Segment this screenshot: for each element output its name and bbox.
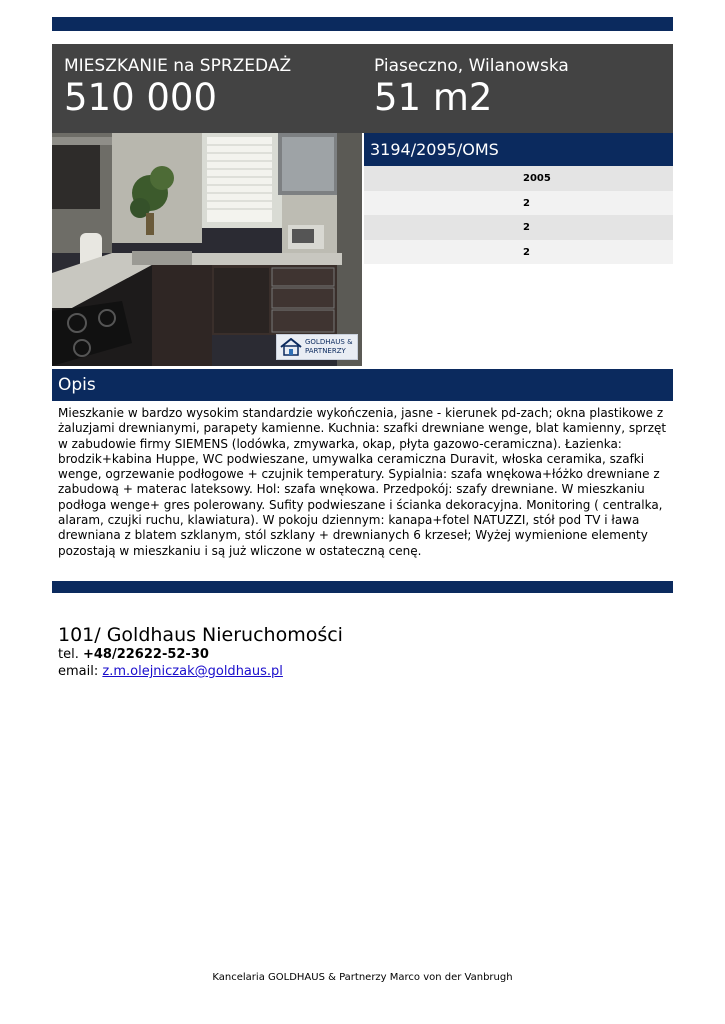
- table-row: [364, 166, 673, 191]
- email-link[interactable]: z.m.olejniczak@goldhaus.pl: [102, 664, 283, 679]
- property-photo: [52, 133, 362, 366]
- parameters-table: [364, 166, 673, 264]
- footer-text: Kancelaria GOLDHAUS & Partnerzy Marco von der Vanbrugh: [212, 972, 513, 983]
- location: Piaseczno, Wilanowska: [374, 56, 569, 76]
- phone-number: +48/22622-52-30: [82, 647, 209, 662]
- reference-number: 3194/2095/OMS: [370, 140, 499, 159]
- param-value: 2: [523, 197, 530, 209]
- email-line: [58, 663, 283, 680]
- param-value: 2: [523, 246, 530, 258]
- bottom-accent-bar: [52, 581, 673, 593]
- house-logo-icon: [280, 338, 302, 356]
- description-heading-bar: [52, 369, 673, 401]
- price: 510 000: [64, 76, 218, 119]
- description-heading: Opis: [58, 375, 96, 395]
- kitchen-photo-illustration: [52, 133, 362, 366]
- table-row: [364, 215, 673, 240]
- listing-header: [52, 44, 673, 133]
- email-label: email:: [58, 664, 99, 679]
- reference-bar: [364, 133, 673, 166]
- top-accent-bar: [52, 17, 673, 31]
- goldhaus-logo: [276, 334, 358, 360]
- header-left: [64, 56, 291, 120]
- table-row: [364, 191, 673, 216]
- area: 51 m2: [374, 76, 493, 119]
- description-text: Mieszkanie w bardzo wysokim standardzie wykończenia, jasne - kierunek pd-zach; okna plastikowe z żaluzjami drewnianymi, parapety kamienne. Kuchnia: szafki drewniane wenge, blat kamienny, sprzęt w zabudowie firmy SIEMENS (lodówka, zmywarka, okap, płyta gazowo-ceramiczna). Łazienka: brodzik+kabina Huppe, WC podwieszane, umywalka ceramiczna Duravit, włoska ceramika, szafki wenge, ogrzewanie podłogowe + czujnik temperatury. Sypialnia: szafa wnękowa+łóżko drewniane z zabudową + materac lateksowy. Hol: szafa wnękowa. Przedpokój: szafy drewniane. W mieszkaniu podłoga wenge+ gres polerowany. Sufity podwieszane i ścianka dekoracyjna. Monitoring ( centralka, alaram, czujki ruchu, klawiatura). W pokoju dziennym: kanapa+fotel NATUZZI, stół pod TV i ława drewniana z blatem szklanym, stól szklany + drewnianych 6 krzeseł; Wyżej wymienione elementy pozostają w mieszkaniu i są już wliczone w ostateczną cenę.: [58, 406, 667, 558]
- phone-label: tel.: [58, 647, 79, 662]
- table-row: [364, 240, 673, 265]
- param-value: 2005: [523, 173, 551, 184]
- logo-wordmark: [305, 338, 353, 356]
- agency-name: 101/ Goldhaus Nieruchomości: [58, 624, 343, 646]
- param-value: 2: [523, 222, 530, 233]
- logo-line-2: PARTNERZY: [305, 347, 346, 355]
- offer-type: MIESZKANIE na SPRZEDAŻ: [64, 56, 292, 76]
- header-right: [374, 56, 569, 120]
- logo-line-1: GOLDHAUS &: [305, 338, 353, 346]
- phone-line: [58, 646, 209, 663]
